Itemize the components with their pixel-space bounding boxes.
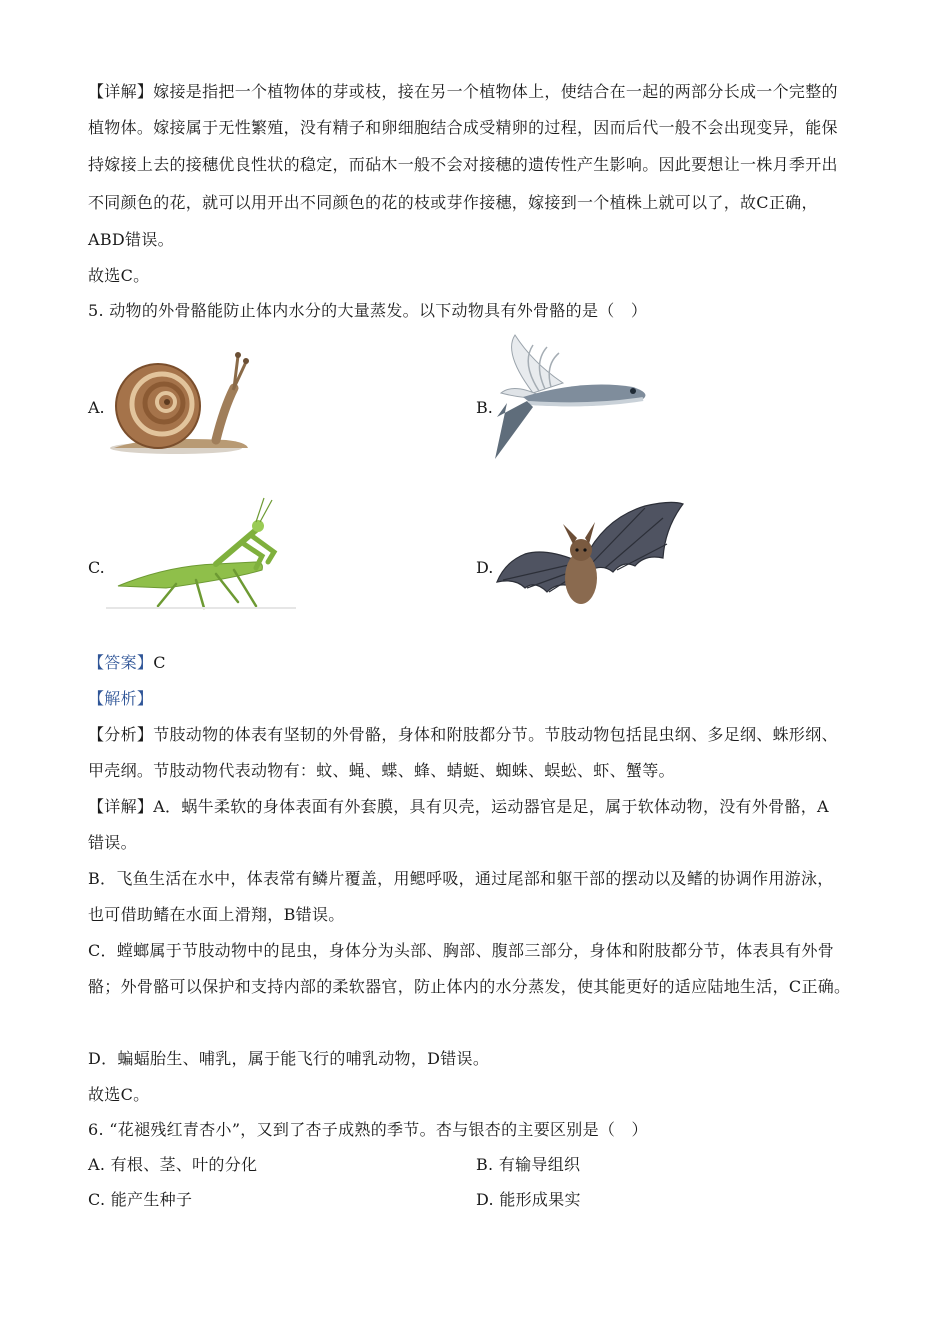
answer-tag: 【答案】 [88, 653, 154, 672]
mantis-image [106, 496, 296, 612]
analysis-line-2: 甲壳纲。节肢动物代表动物有：蚊、蝇、蝶、蜂、蜻蜓、蜘蛛、蜈蚣、虾、蟹等。 [88, 761, 675, 780]
q5-choose-line: 故选C。 [88, 1085, 150, 1104]
question-5-stem: 5. 动物的外骨骼能防止体内水分的大量蒸发。以下动物具有外骨骼的是（ ） [88, 301, 648, 320]
question-6-stem: 6. “花褪残红青杏小”，又到了杏子成熟的季节。杏与银杏的主要区别是（ ） [88, 1120, 648, 1139]
option-d-label: D. [476, 558, 494, 577]
prev-choose-line: 故选C。 [88, 266, 150, 285]
q6-option-c: C. 能产生种子 [88, 1190, 193, 1209]
answer-value: C [153, 653, 166, 672]
bat-image [495, 498, 685, 614]
detail-line-6: 骼；外骨骼可以保护和支持内部的柔软器官，防止体内的水分蒸发，使其能更好的适应陆地生活，C正确。 [88, 977, 851, 996]
detail-prev-line-2: 植物体。嫁接属于无性繁殖，没有精子和卵细胞结合成受精卵的过程，因而后代一般不会出现变异，能保 [88, 118, 838, 137]
detail-line-7: D．蝙蝠胎生、哺乳，属于能飞行的哺乳动物，D错误。 [88, 1049, 490, 1068]
option-b-label: B. [476, 398, 493, 417]
detail-line-2: 错误。 [88, 833, 137, 852]
detail-line-3: B．飞鱼生活在水中，体表常有鳞片覆盖，用鳃呼吸，通过尾部和躯干部的摆动以及鳍的协调作用游泳， [88, 869, 834, 888]
detail-prev-line-1: 【详解】嫁接是指把一个植物体的芽或枝，接在另一个植物体上，使结合在一起的两部分长成一个完整的 [88, 82, 838, 101]
detail-prev-line-5: ABD错误。 [88, 230, 174, 249]
detail-line-4: 也可借助鳍在水面上滑翔，B错误。 [88, 905, 345, 924]
option-c-label: C. [88, 558, 105, 577]
analysis-line-1: 【分析】节肢动物的体表有坚韧的外骨骼，身体和附肢都分节。节肢动物包括昆虫纲、多足纲、蛛形纲、 [88, 725, 838, 744]
flying-fish-image [493, 333, 653, 461]
detail-prev-line-4: 不同颜色的花，就可以用开出不同颜色的花的枝或芽作接穗，嫁接到一个植株上就可以了，故C正确， [88, 193, 818, 212]
q6-option-d: D. 能形成果实 [476, 1190, 581, 1209]
answer-line [88, 653, 166, 673]
q6-option-a: A. 有根、茎、叶的分化 [88, 1155, 258, 1174]
detail-line-5: C．螳螂属于节肢动物中的昆虫，身体分为头部、胸部、腹部三部分，身体和附肢都分节，体表具有外骨 [88, 941, 835, 960]
option-a-label: A. [88, 398, 105, 417]
q6-option-b: B. 有输导组织 [476, 1155, 581, 1174]
analysis-tag: 【解析】 [88, 689, 154, 708]
detail-line-1: 【详解】A．蜗牛柔软的身体表面有外套膜，具有贝壳，运动器官是足，属于软体动物，没有外骨骼，A [88, 797, 829, 816]
detail-prev-line-3: 持嫁接上去的接穗优良性状的稳定，而砧木一般不会对接穗的遗传性产生影响。因此要想让一株月季开出 [88, 155, 838, 174]
snail-image [106, 348, 254, 458]
